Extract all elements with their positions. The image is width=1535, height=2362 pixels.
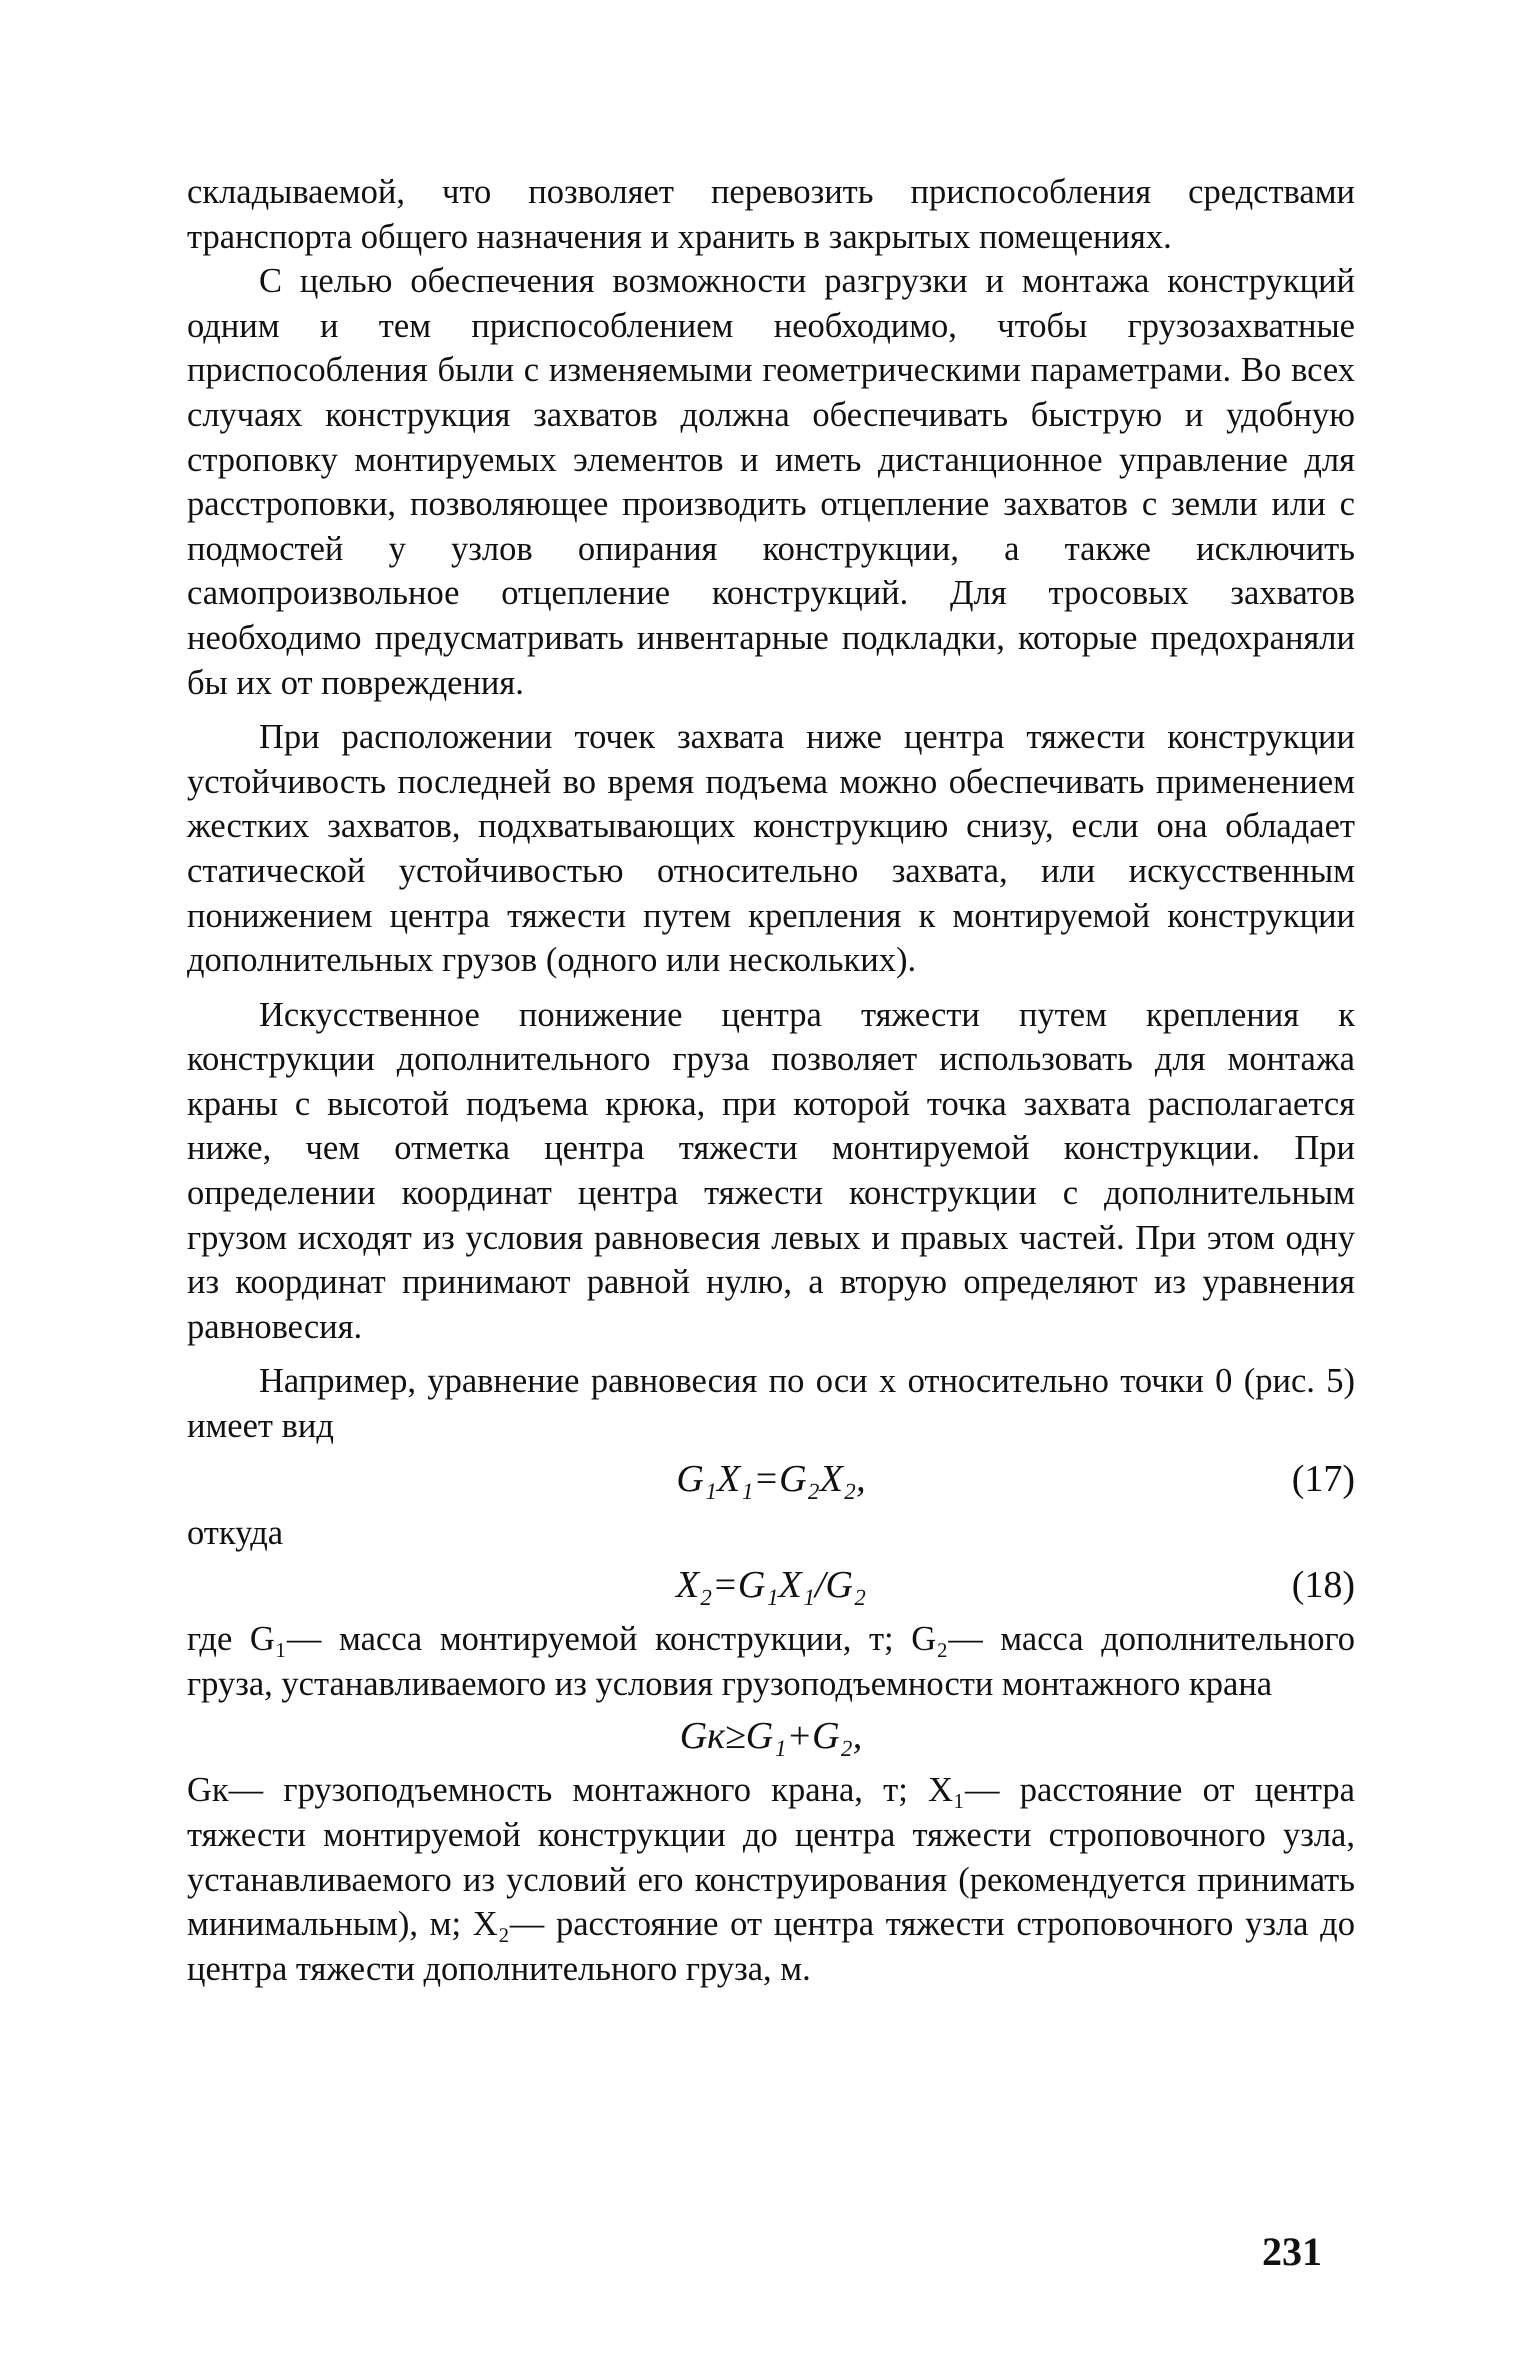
paragraph-4: Искусственное понижение центра тяжести путем крепления к конструкции дополнительного груза позволяет использовать для монтажа краны с высотой подъема крюка, при которой точка захвата располагается ниже, чем отметка центра тяжести монтируемой конструкции. При определении координат центра тяжести конструкции с дополнительным грузом исходят из условия равновесия левых и правых частей. При этом одну из координат принимают равной нулю, а вторую определяют из уравнения равновесия. (187, 995, 1355, 1346)
page-number: 231 (1262, 2229, 1322, 2274)
formula-18-expression: X₂=G₁X₁/G₂ (675, 1564, 867, 1607)
formula-17 (187, 1449, 1355, 1511)
word-otkuda: откуда (187, 1513, 284, 1552)
formula-18 (187, 1555, 1355, 1617)
formula-crane-capacity-expression: Gк≥G₁+G₂, (679, 1715, 863, 1758)
paragraph-3: При расположении точек захвата ниже центра тяжести конструкции устойчивость последней во время подъема можно обеспечивать применением жестких захватов, подхватывающих конструкцию снизу, если она обладает статической устойчивостью относительно захвата, или искусственным понижением центра тяжести путем крепления к монтируемой конструкции дополнительных грузов (одного или нескольких). (187, 718, 1355, 980)
formula-17-expression: G₁X₁=G₂X₂, (676, 1457, 866, 1500)
formula-17-number: (17) (1291, 1457, 1355, 1500)
text-column (187, 170, 1355, 1991)
formula-crane-capacity (187, 1706, 1355, 1768)
where-explanation: где G₁— масса монтируемой конструкции, т; G₂— масса дополнительного груза, устанавливаемого из условия грузоподъемности монтажного крана (187, 1620, 1355, 1703)
paragraph-2: С целью обеспечения возможности разгрузки и монтажа конструкций одним и тем приспособлением необходимо, чтобы грузозахватные приспособления были с изменяемыми геометрическими параметрами. Во всех случаях конструкция захватов должна обеспечивать быструю и удобную строповку монтируемых элементов и иметь дистанционное управление для расстроповки, позволяющее производить отцепление захватов с земли или с подмостей у узлов опирания конструкции, а также исключить самопроизвольное отцепление конструкций. Для тросовых захватов необходимо предусматривать инвентарные подкладки, которые предохраняли бы их от повреждения. (187, 262, 1355, 702)
paragraph-1: складываемой, что позволяет перевозить приспособления средствами транспорта общего назначения и хранить в закрытых помещениях. (187, 173, 1355, 256)
paragraph-5: Например, уравнение равновесия по оси x относительно точки 0 (рис. 5) имеет вид (187, 1362, 1355, 1446)
formula-18-number: (18) (1291, 1564, 1355, 1607)
legend-explanation: Gк— грузоподъемность монтажного крана, т; X₁— расстояние от центра тяжести монтируемой конструкции до центра тяжести строповочного узла, устанавливаемого из условий его конструирования (рекомендуется принимать минимальным), м; X₂— расстояние от центра тяжести строповочного узла до центра тяжести дополнительного груза, м. (187, 1771, 1355, 1988)
